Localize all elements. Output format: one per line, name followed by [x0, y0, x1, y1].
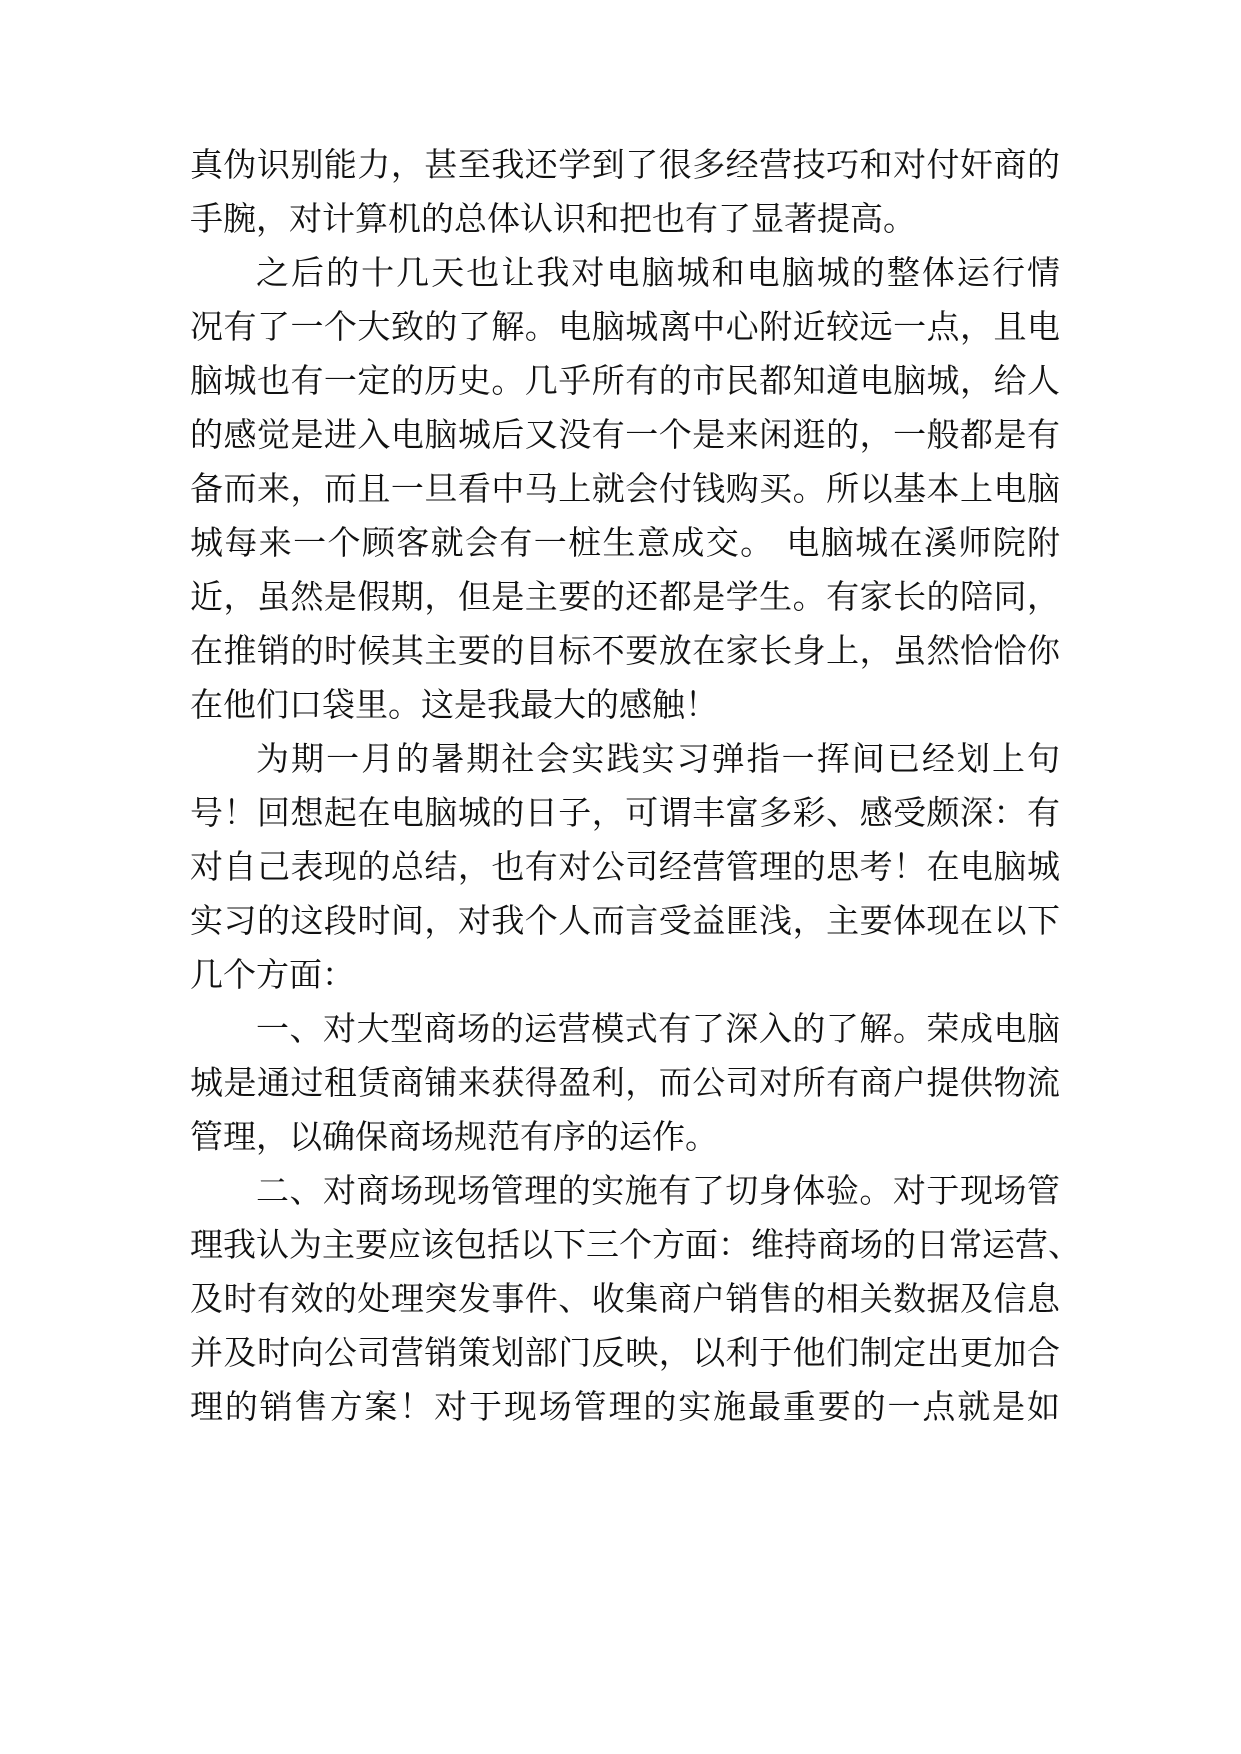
- text-line: 号！回想起在电脑城的日子，可谓丰富多彩、感受颇深：有: [190, 793, 1060, 832]
- text-line: 手腕，对计算机的总体认识和把也有了显著提高。: [190, 199, 916, 238]
- text-line: 及时有效的处理突发事件、收集商户销售的相关数据及信息: [190, 1279, 1060, 1318]
- text-line: 理的销售方案！对于现场管理的实施最重要的一点就是如: [190, 1387, 1060, 1426]
- paragraph-first-line: 之后的十几天也让我对电脑城和电脑城的整体运行情: [256, 253, 1060, 292]
- text-line: 脑城也有一定的历史。几乎所有的市民都知道电脑城，给人: [190, 361, 1060, 400]
- paragraph-first-line: 为期一月的暑期社会实践实习弹指一挥间已经划上句: [256, 739, 1060, 778]
- text-line: 的感觉是进入电脑城后又没有一个是来闲逛的，一般都是有: [190, 415, 1060, 454]
- text-line: 并及时向公司营销策划部门反映，以利于他们制定出更加合: [190, 1333, 1060, 1372]
- text-line: 实习的这段时间，对我个人而言受益匪浅，主要体现在以下: [190, 901, 1060, 940]
- paragraph-first-line: 二、对商场现场管理的实施有了切身体验。对于现场管: [256, 1171, 1060, 1210]
- text-line: 在推销的时候其主要的目标不要放在家长身上，虽然恰恰你: [190, 631, 1060, 670]
- text-line: 几个方面：: [190, 955, 355, 994]
- text-line: 真伪识别能力，甚至我还学到了很多经营技巧和对付奸商的: [190, 145, 1060, 184]
- text-line: 近，虽然是假期，但是主要的还都是学生。有家长的陪同，: [190, 577, 1060, 616]
- text-line: 对自己表现的总结，也有对公司经营管理的思考！在电脑城: [190, 847, 1060, 886]
- text-line: 在他们口袋里。这是我最大的感触！: [190, 685, 718, 724]
- text-line: 况有了一个大致的了解。电脑城离中心附近较远一点，且电: [190, 307, 1060, 346]
- text-line: 理我认为主要应该包括以下三个方面：维持商场的日常运营、: [190, 1225, 1081, 1264]
- text-line: 备而来，而且一旦看中马上就会付钱购买。所以基本上电脑: [190, 469, 1060, 508]
- text-line: 城每来一个顾客就会有一桩生意成交。 电脑城在溪师院附: [190, 523, 1060, 562]
- text-line: 管理，以确保商场规范有序的运作。: [190, 1117, 718, 1156]
- text-line: 城是通过租赁商铺来获得盈利，而公司对所有商户提供物流: [190, 1063, 1060, 1102]
- paragraph-first-line: 一、对大型商场的运营模式有了深入的了解。荣成电脑: [256, 1009, 1060, 1048]
